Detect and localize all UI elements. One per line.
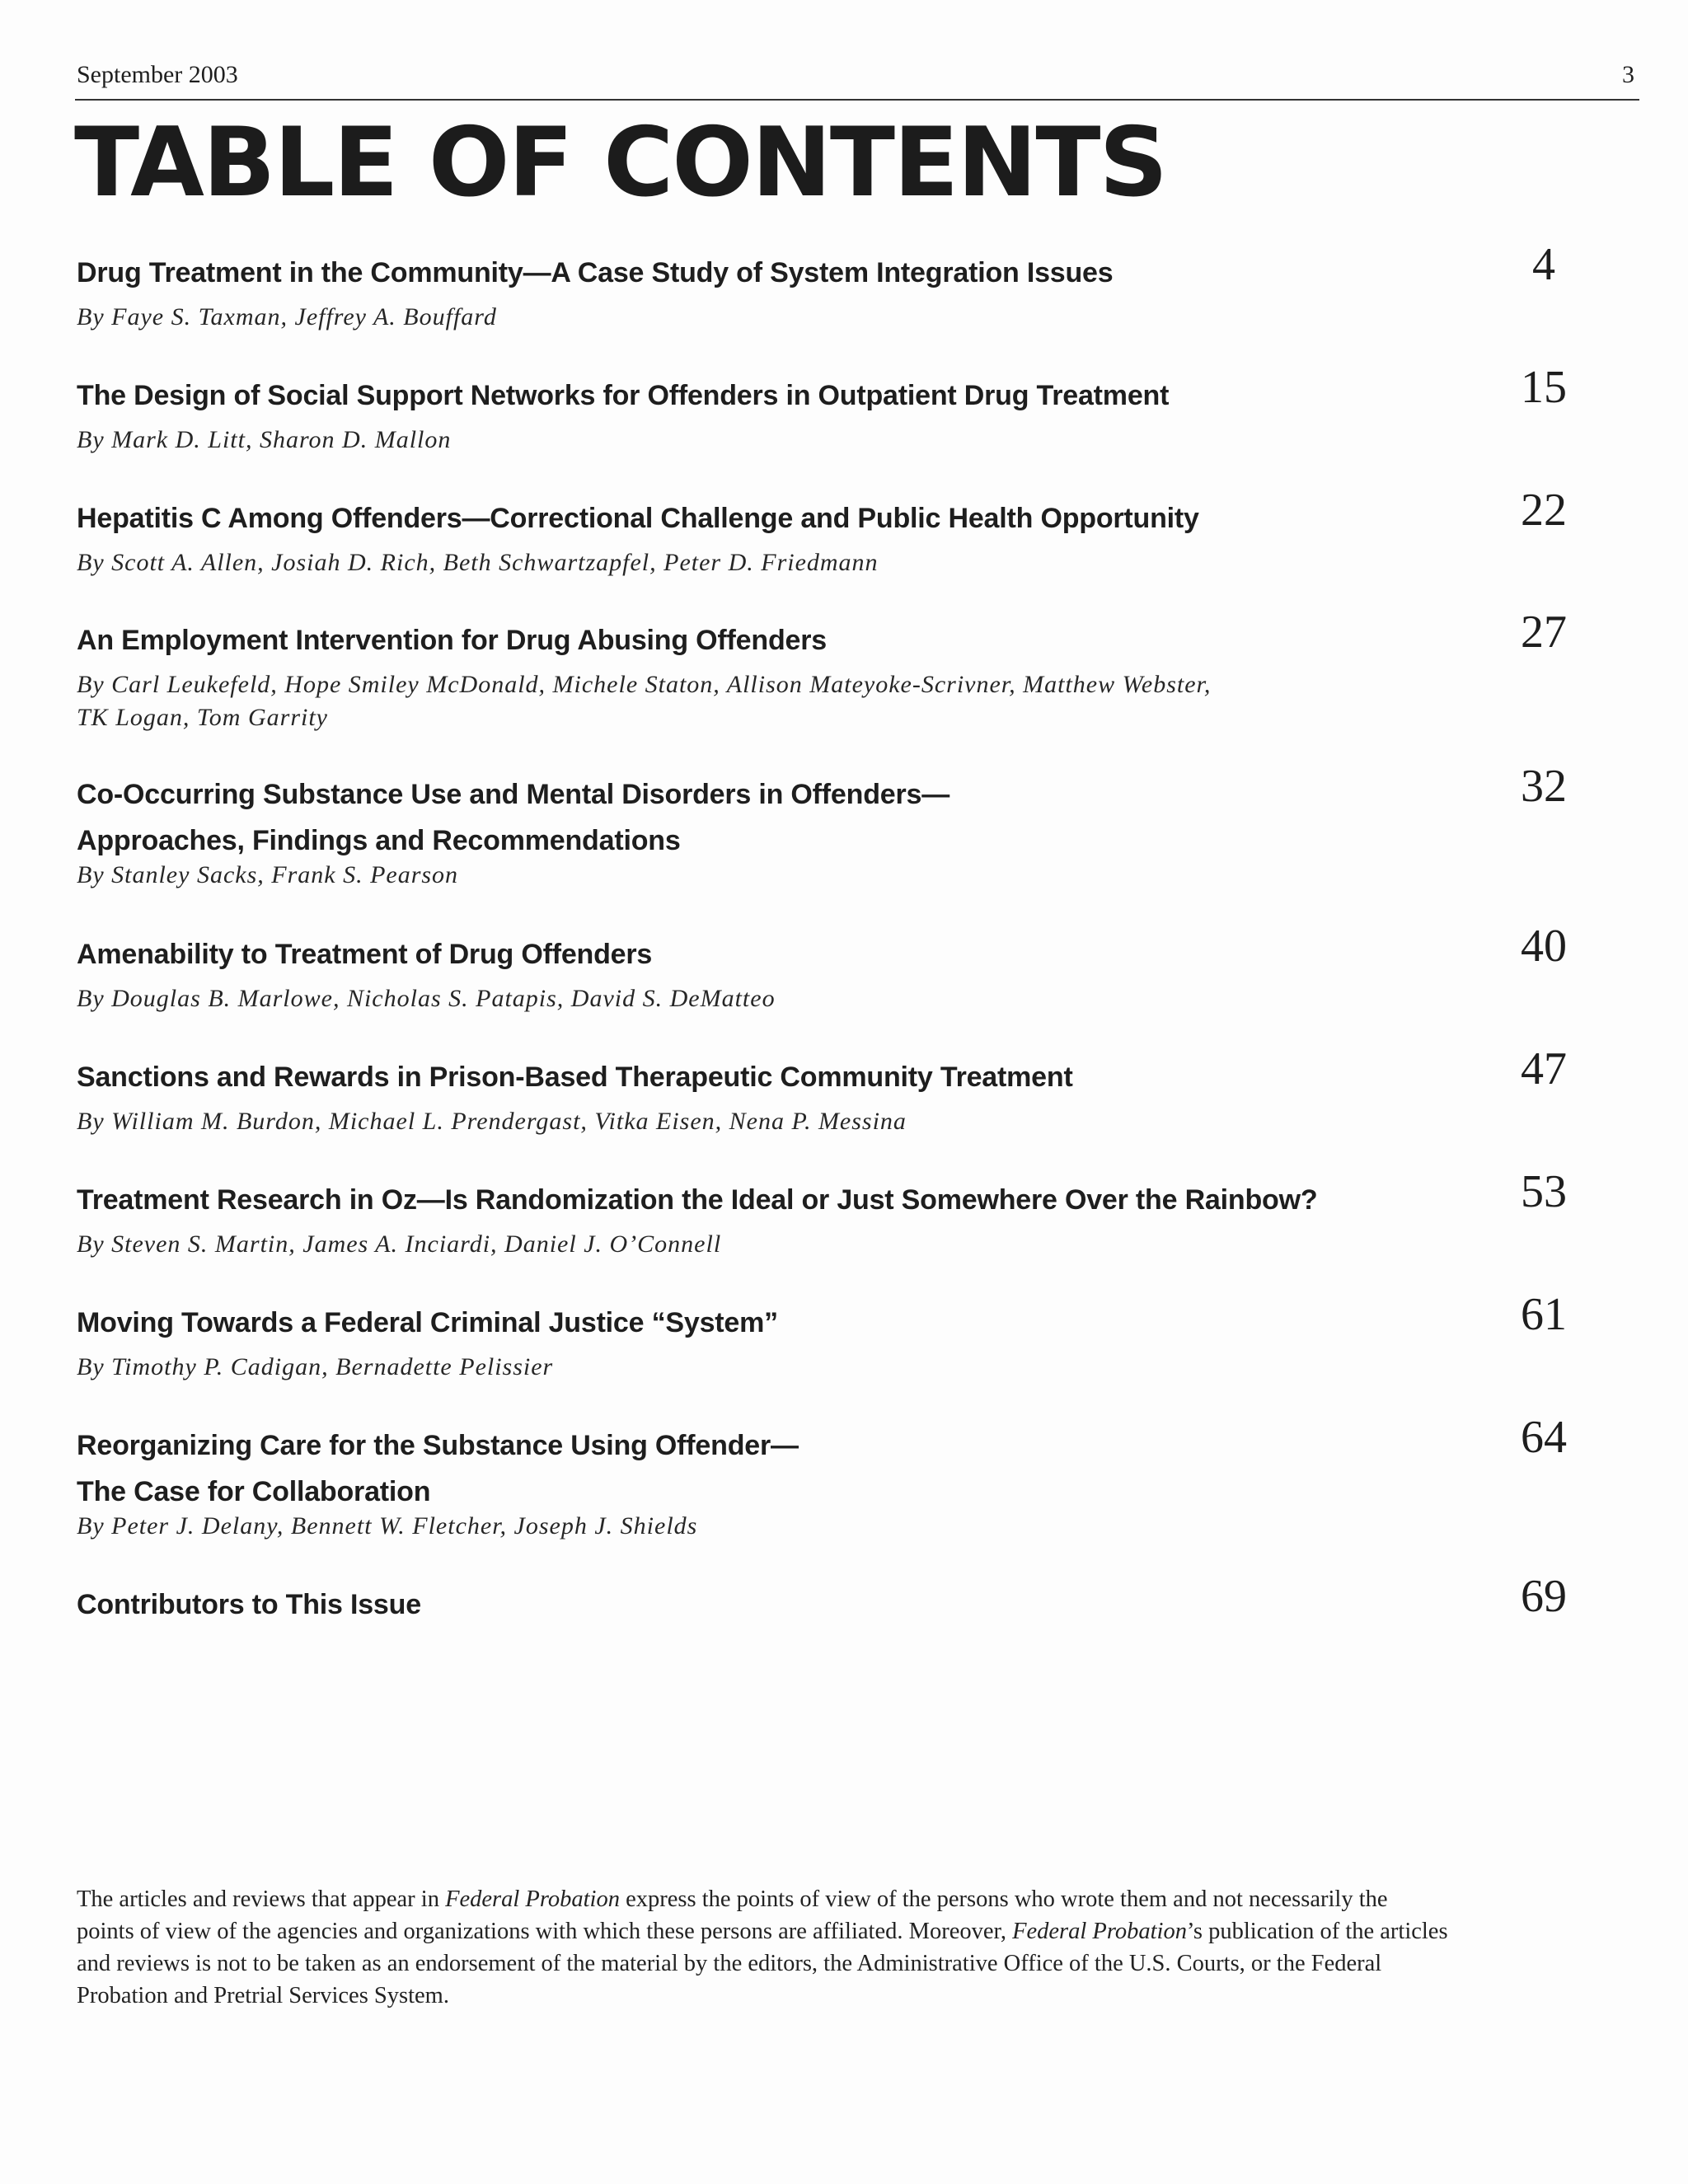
toc-entry bbox=[77, 239, 1555, 334]
entry-authors-line: By Faye S. Taxman, Jeffrey A. Bouffard bbox=[77, 303, 497, 330]
toc-entry bbox=[77, 921, 1567, 1015]
entry-authors-line: By Stanley Sacks, Frank S. Pearson bbox=[77, 861, 459, 888]
entry-title-line: Hepatitis C Among Offenders—Correctional Challenge and Public Health Opportunity bbox=[77, 503, 1199, 534]
page-title: TABLE OF CONTENTS bbox=[74, 107, 1167, 218]
entry-title-line: Co-Occurring Substance Use and Mental Disorders in Offenders— bbox=[77, 779, 950, 810]
entry-title bbox=[77, 495, 1527, 541]
disclaimer-text: express the points of view of the persons who wrote them and not necessarily the bbox=[619, 1886, 1388, 1912]
disclaimer-text: The articles and reviews that appear in bbox=[77, 1886, 446, 1912]
entry-title-line: The Case for Collaboration bbox=[77, 1476, 431, 1507]
entry-title bbox=[77, 1054, 1527, 1100]
page-number: 3 bbox=[1622, 61, 1634, 88]
entry-title bbox=[77, 771, 1527, 864]
entry-authors-line: By Douglas B. Marlowe, Nicholas S. Patapis, David S. DeMatteo bbox=[77, 985, 776, 1012]
entry-authors bbox=[77, 1228, 1527, 1261]
entry-authors-line: By Steven S. Martin, James A. Inciardi, Daniel J. O’Connell bbox=[77, 1230, 722, 1258]
entry-page-number: 53 bbox=[1521, 1166, 1567, 1217]
toc-entry bbox=[77, 362, 1567, 457]
entry-title-line: Contributors to This Issue bbox=[77, 1589, 421, 1620]
disclaimer-line bbox=[77, 1947, 1585, 1980]
toc-entry bbox=[77, 1166, 1567, 1261]
entry-authors bbox=[77, 1510, 1527, 1543]
entry-title bbox=[77, 373, 1527, 419]
entry-authors-line: By Timothy P. Cadigan, Bernadette Pelissier bbox=[77, 1353, 554, 1380]
entry-title bbox=[77, 1300, 1527, 1346]
toc-entry bbox=[77, 1289, 1567, 1384]
entry-title bbox=[77, 931, 1527, 977]
entry-page-number: 69 bbox=[1521, 1571, 1567, 1622]
issue-date: September 2003 bbox=[77, 61, 238, 88]
entry-page-number: 61 bbox=[1521, 1289, 1567, 1340]
entry-page-number: 15 bbox=[1521, 362, 1567, 413]
entry-title-line: Reorganizing Care for the Substance Using Offender— bbox=[77, 1430, 799, 1461]
disclaimer-text: ’s publication of the articles bbox=[1186, 1919, 1448, 1944]
entry-title-line: Drug Treatment in the Community—A Case Study of System Integration Issues bbox=[77, 257, 1114, 288]
toc-entry bbox=[77, 1043, 1567, 1138]
entry-title-line: Amenability to Treatment of Drug Offenders bbox=[77, 939, 653, 970]
entry-page-number: 64 bbox=[1521, 1412, 1567, 1463]
toc-entry bbox=[77, 607, 1567, 734]
entry-authors-line: By Peter J. Delany, Bennett W. Fletcher, Joseph J. Shields bbox=[77, 1512, 698, 1540]
entry-authors-line: By Scott A. Allen, Josiah D. Rich, Beth Schwartzapfel, Peter D. Friedmann bbox=[77, 549, 879, 576]
entry-title-line: An Employment Intervention for Drug Abusing Offenders bbox=[77, 625, 827, 656]
entry-title-line: Approaches, Findings and Recommendations bbox=[77, 825, 681, 856]
entry-page-number: 32 bbox=[1521, 761, 1567, 812]
entry-page-number: 27 bbox=[1521, 607, 1567, 658]
publication-name: Federal Probation bbox=[445, 1886, 620, 1912]
entry-authors bbox=[77, 668, 1527, 734]
entry-authors-line: TK Logan, Tom Garrity bbox=[77, 704, 328, 731]
entry-page-number: 47 bbox=[1521, 1043, 1567, 1094]
entry-authors-line: By Carl Leukefeld, Hope Smiley McDonald, Michele Staton, Allison Mateyoke-Scrivner, Matthew Webster, bbox=[77, 671, 1212, 698]
disclaimer bbox=[77, 1883, 1585, 2012]
entry-page-number: 40 bbox=[1521, 921, 1567, 972]
toc-entry bbox=[77, 485, 1567, 579]
entry-title-line: Sanctions and Rewards in Prison-Based Therapeutic Community Treatment bbox=[77, 1062, 1073, 1093]
entry-title bbox=[77, 617, 1527, 663]
entry-authors bbox=[77, 859, 1527, 892]
running-header bbox=[75, 58, 1639, 101]
entry-authors bbox=[77, 424, 1527, 457]
disclaimer-text: and reviews is not to be taken as an endorsement of the material by the editors, the Administrative Office of the U.S. Courts, or the Federal bbox=[77, 1951, 1382, 1976]
disclaimer-line bbox=[77, 1980, 1585, 2012]
toc-entry bbox=[77, 1412, 1567, 1543]
entry-title bbox=[77, 1177, 1527, 1223]
disclaimer-line bbox=[77, 1883, 1585, 1915]
entry-authors bbox=[77, 1351, 1527, 1384]
entry-page-number: 22 bbox=[1521, 485, 1567, 536]
entry-title bbox=[77, 250, 1527, 296]
entry-authors bbox=[77, 546, 1527, 579]
entry-page-number: 4 bbox=[1532, 239, 1555, 290]
toc-entry bbox=[77, 1571, 1567, 1628]
disclaimer-text: Probation and Pretrial Services System. bbox=[77, 1983, 449, 2008]
entry-title-line: Moving Towards a Federal Criminal Justice “System” bbox=[77, 1307, 778, 1338]
entry-authors bbox=[77, 301, 1527, 334]
entry-title bbox=[77, 1582, 1527, 1628]
disclaimer-line bbox=[77, 1915, 1585, 1947]
entry-title bbox=[77, 1422, 1527, 1515]
entry-title-line: The Design of Social Support Networks for Offenders in Outpatient Drug Treatment bbox=[77, 380, 1170, 411]
disclaimer-text: points of view of the agencies and organizations with which these persons are affiliated. Moreover, bbox=[77, 1919, 1013, 1944]
publication-name: Federal Probation bbox=[1012, 1919, 1187, 1944]
toc-entry bbox=[77, 761, 1567, 892]
entry-authors bbox=[77, 1105, 1527, 1138]
entry-title-line: Treatment Research in Oz—Is Randomization the Ideal or Just Somewhere Over the Rainbow? bbox=[77, 1184, 1318, 1216]
entry-authors bbox=[77, 982, 1527, 1015]
entry-authors-line: By Mark D. Litt, Sharon D. Mallon bbox=[77, 426, 452, 453]
entry-authors-line: By William M. Burdon, Michael L. Prendergast, Vitka Eisen, Nena P. Messina bbox=[77, 1108, 907, 1135]
